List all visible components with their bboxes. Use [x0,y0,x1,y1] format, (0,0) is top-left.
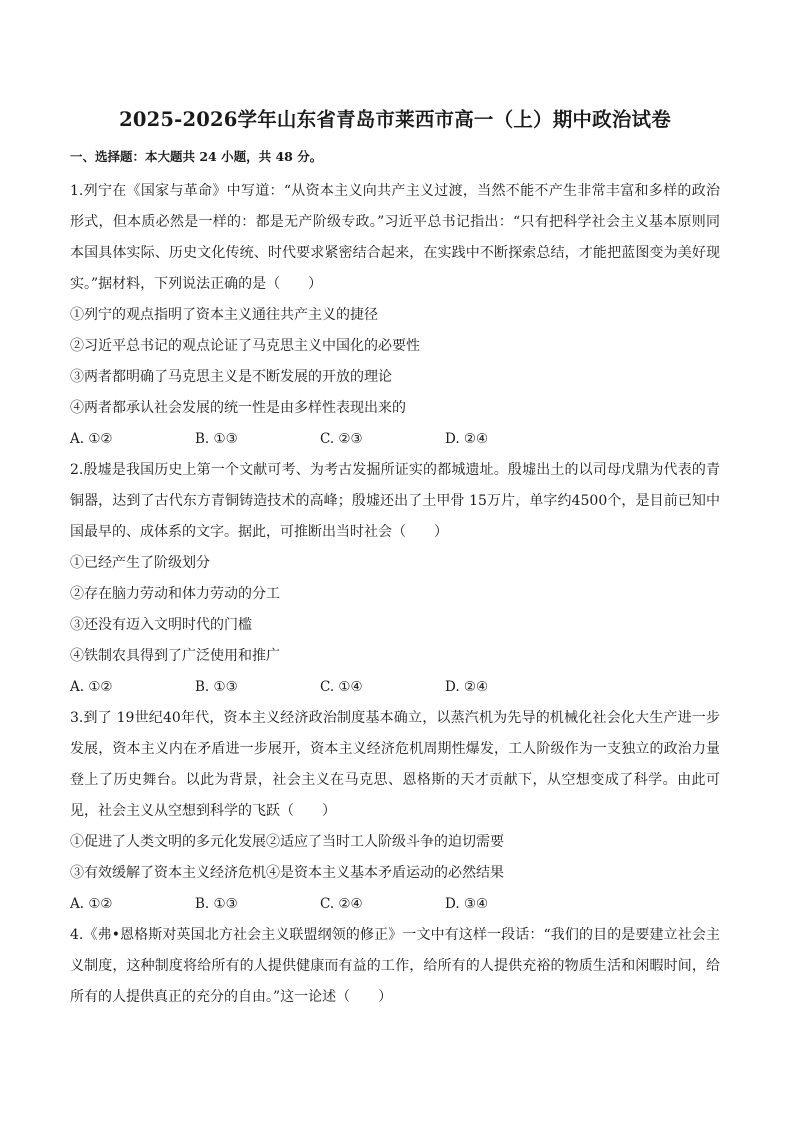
question-3 [70,703,720,920]
exam-page [70,100,720,1013]
option-c: C. ②③ [320,431,363,447]
option-a: A. ①② [70,896,113,912]
statement: ①促进了人类文明的多元化发展②适应了当时工人阶级斗争的迫切需要 [70,834,504,850]
option-d: D. ③④ [445,896,489,912]
statement: ④两者都承认社会发展的统一性是由多样性表现出来的 [70,400,406,416]
option-b: B. ①③ [195,679,238,695]
statement: ①列宁的观点指明了资本主义通往共产主义的捷径 [70,307,378,323]
answer-options [70,889,720,920]
statement: ②习近平总书记的观点论证了马克思主义中国化的必要性 [70,338,420,354]
question-1 [70,176,720,455]
question-4 [70,920,720,1013]
statement: ①已经产生了阶级划分 [70,555,210,571]
statement: ③有效缓解了资本主义经济危机④是资本主义基本矛盾运动的必然结果 [70,865,504,881]
statement: ③还没有迈入文明时代的门槛 [70,617,252,633]
question-text: 1.列宁在《国家与革命》中写道：“从资本主义向共产主义过渡，当然不能不产生非常丰富和多样的政治形式，但本质必然是一样的：都是无产阶级专政。”习近平总书记指出：“只有把科学社会主义基本原则同本国具体实际、历史文化传统、时代要求紧密结合起来，在实践中不断探索总结，才能把蓝图变为美好现实。”据材料，下列说法正确的是（ ） [70,183,720,292]
option-d: D. ②④ [445,431,489,447]
section-heading: 一、选择题：本大题共 24 小题，共 48 分。 [70,149,323,164]
statement: ④铁制农具得到了广泛使用和推广 [70,648,280,664]
answer-options [70,424,720,455]
question-text: 4.《弗•恩格斯对英国北方社会主义联盟纲领的修正》一文中有这样一段话：“我们的目的是要建立社会主义制度，这种制度将给所有的人提供健康而有益的工作，给所有的人提供充裕的物质生活和闲暇时间，给所有的人提供真正的充分的自由。”这一论述（ ） [70,927,720,1005]
question-text: 2.殷墟是我国历史上第一个文献可考、为考古发掘所证实的都城遗址。殷墟出土的以司母戊鼎为代表的青铜器，达到了古代东方青铜铸造技术的高峰；殷墟还出了土甲骨 15万片，单字约4500个，是目前已知中国最早的、成体系的文字。据此，可推断出当时社会（ ） [70,462,720,540]
option-c: C. ①④ [320,679,363,695]
page-title: 2025-2026学年山东省青岛市莱西市高一（上）期中政治试卷 [119,108,671,131]
question-2 [70,455,720,703]
statement: ②存在脑力劳动和体力劳动的分工 [70,586,280,602]
question-text: 3.到了 19世纪40年代，资本主义经济政治制度基本确立，以蒸汽机为先导的机械化社会化大生产进一步发展，资本主义内在矛盾进一步展开，资本主义经济危机周期性爆发，工人阶级作为一支独立的政治力量登上了历史舞台。以此为背景，社会主义在马克思、恩格斯的天才贡献下，从空想变成了科学。由此可见，社会主义从空想到科学的飞跃（ ） [70,710,720,819]
option-d: D. ②④ [445,679,489,695]
answer-options [70,672,720,703]
option-b: B. ①③ [195,431,238,447]
option-a: A. ①② [70,679,113,695]
option-a: A. ①② [70,431,113,447]
option-b: B. ①③ [195,896,238,912]
statement: ③两者都明确了马克思主义是不断发展的开放的理论 [70,369,392,385]
option-c: C. ②④ [320,896,363,912]
